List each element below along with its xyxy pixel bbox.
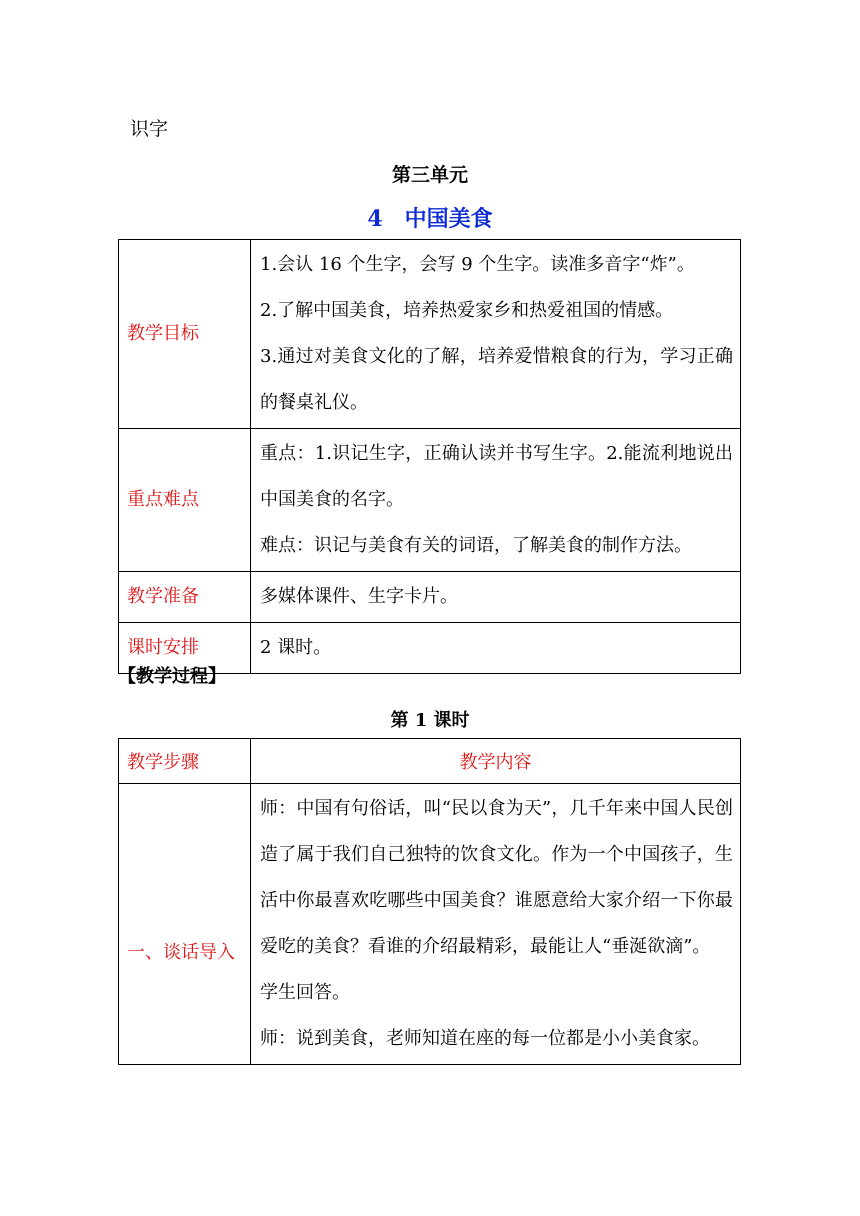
content-line: 重点：1.识记生字，正确认读并书写生字。2.能流利地说出中国美食的名字。 bbox=[260, 443, 733, 510]
unit-title: 第三单元 bbox=[391, 164, 468, 186]
column-header-content: 教学内容 bbox=[251, 739, 741, 784]
content-line: 学生回答。 bbox=[260, 982, 350, 1003]
lesson-number: 4 bbox=[367, 206, 383, 232]
row-label-schedule: 课时安排 bbox=[119, 623, 251, 674]
content-line: 难点：识记与美食有关的词语，了解美食的制作方法。 bbox=[260, 535, 692, 556]
process-heading: 【教学过程】 bbox=[118, 666, 226, 687]
content-line: 师：中国有句俗话，叫“民以食为天”，几千年来中国人民创造了属于我们自己独特的饮食文化。作为一个中国孩子，生活中你最喜欢吃哪些中国美食？谁愿意给大家介绍一下你最爱吃的美食？看谁的介绍最精彩，最能让人“垂涎欲滴”。 bbox=[260, 798, 733, 957]
row-content-schedule bbox=[251, 623, 741, 674]
teaching-steps-table bbox=[118, 738, 741, 1065]
table-row bbox=[119, 429, 741, 572]
content-line: 师：说到美食，老师知道在座的每一位都是小小美食家。 bbox=[260, 1028, 710, 1049]
section-label: 识字 bbox=[130, 118, 169, 140]
content-line: 多媒体课件、生字卡片。 bbox=[260, 586, 458, 607]
row-content-preparation bbox=[251, 572, 741, 623]
table-header-row bbox=[119, 739, 741, 784]
step-label: 一、谈话导入 bbox=[119, 784, 251, 1065]
row-label-objectives: 教学目标 bbox=[119, 240, 251, 429]
step-content bbox=[251, 784, 741, 1065]
content-line: 1.会认 16 个生字，会写 9 个生字。读准多音字“炸”。 bbox=[260, 254, 695, 275]
table-row bbox=[119, 784, 741, 1065]
column-header-step: 教学步骤 bbox=[119, 739, 251, 784]
content-line: 3.通过对美食文化的了解，培养爱惜粮食的行为，学习正确的餐桌礼仪。 bbox=[260, 346, 733, 413]
row-label-preparation: 教学准备 bbox=[119, 572, 251, 623]
content-line: 2.了解中国美食，培养热爱家乡和热爱祖国的情感。 bbox=[260, 300, 674, 321]
content-line: 2 课时。 bbox=[260, 637, 332, 658]
row-content-objectives bbox=[251, 240, 741, 429]
lesson-overview-table bbox=[118, 239, 741, 674]
session-title: 第 1 课时 bbox=[390, 710, 470, 731]
table-row bbox=[119, 240, 741, 429]
row-label-key-points: 重点难点 bbox=[119, 429, 251, 572]
lesson-title bbox=[0, 202, 860, 233]
row-content-key-points bbox=[251, 429, 741, 572]
lesson-name: 中国美食 bbox=[404, 206, 493, 232]
table-row bbox=[119, 572, 741, 623]
